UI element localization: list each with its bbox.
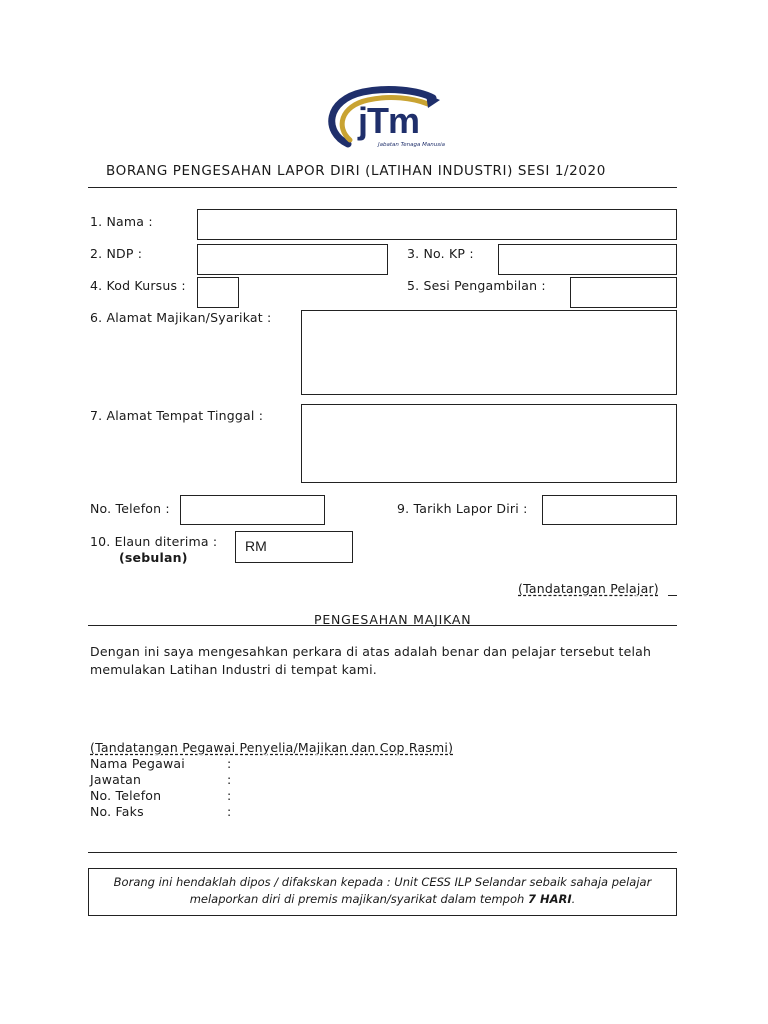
form-title: BORANG PENGESAHAN LAPOR DIRI (LATIHAN INDUSTRI) SESI 1/2020 [106, 163, 606, 179]
jtm-logo [318, 82, 468, 158]
section-rule [88, 625, 677, 626]
label-ndp: 2. NDP : [90, 246, 143, 261]
label-alamat-majikan: 6. Alamat Majikan/Syarikat : [90, 310, 272, 325]
colon-jawatan: : [227, 772, 232, 787]
logo-text: jTm [358, 100, 420, 141]
label-jawatan: Jawatan [90, 772, 142, 787]
label-elaun: 10. Elaun diterima : [90, 534, 218, 549]
section-title: PENGESAHAN MAJIKAN [314, 612, 472, 627]
elaun-currency: RM [245, 538, 267, 554]
input-nama[interactable] [197, 209, 677, 240]
label-sesi: 5. Sesi Pengambilan : [407, 278, 546, 293]
label-nama: 1. Nama : [90, 214, 153, 229]
student-signature-line [668, 595, 677, 596]
colon-nama-pegawai: : [227, 756, 232, 771]
label-elaun-sebulan: (sebulan) [119, 550, 188, 565]
label-nama-pegawai: Nama Pegawai [90, 756, 185, 771]
colon-officer-telefon: : [227, 788, 232, 803]
colon-faks: : [227, 804, 232, 819]
input-tarikh[interactable] [542, 495, 677, 525]
logo-tagline: Jabatan Tenaga Manusia [378, 142, 445, 148]
input-telefon[interactable] [180, 495, 325, 525]
notice-line-2 [89, 891, 676, 908]
input-elaun[interactable] [235, 531, 353, 563]
label-telefon: No. Telefon : [90, 501, 170, 516]
input-sesi[interactable] [570, 277, 677, 308]
input-ndp[interactable] [197, 244, 388, 275]
input-alamat-tinggal[interactable] [301, 404, 677, 483]
label-tarikh: 9. Tarikh Lapor Diri : [397, 501, 528, 516]
label-officer-telefon: No. Telefon [90, 788, 162, 803]
student-signature-label: (Tandatangan Pelajar) [518, 581, 659, 596]
input-no-kp[interactable] [498, 244, 677, 275]
notice-line-2-end: . [571, 892, 576, 906]
notice-line-2-text: melaporkan diri di premis majikan/syarikat dalam tempoh [189, 892, 528, 906]
notice-box [88, 868, 677, 916]
statement-line-2: memulakan Latihan Industri di tempat kami. [90, 662, 377, 677]
input-kod-kursus[interactable] [197, 277, 239, 308]
input-alamat-majikan[interactable] [301, 310, 677, 395]
title-rule [88, 187, 677, 188]
notice-deadline: 7 HARI [527, 892, 572, 906]
bottom-rule [88, 852, 677, 853]
label-no-kp: 3. No. KP : [407, 246, 474, 261]
label-faks: No. Faks [90, 804, 144, 819]
statement-line-1: Dengan ini saya mengesahkan perkara di atas adalah benar dan pelajar tersebut telah [90, 644, 652, 659]
label-alamat-tinggal: 7. Alamat Tempat Tinggal : [90, 408, 264, 423]
officer-signature-label: (Tandatangan Pegawai Penyelia/Majikan dan Cop Rasmi) [90, 740, 454, 755]
label-kod-kursus: 4. Kod Kursus : [90, 278, 186, 293]
notice-line-1: Borang ini hendaklah dipos / difakskan kepada : Unit CESS ILP Selandar sebaik sahaja pelajar [113, 875, 652, 889]
